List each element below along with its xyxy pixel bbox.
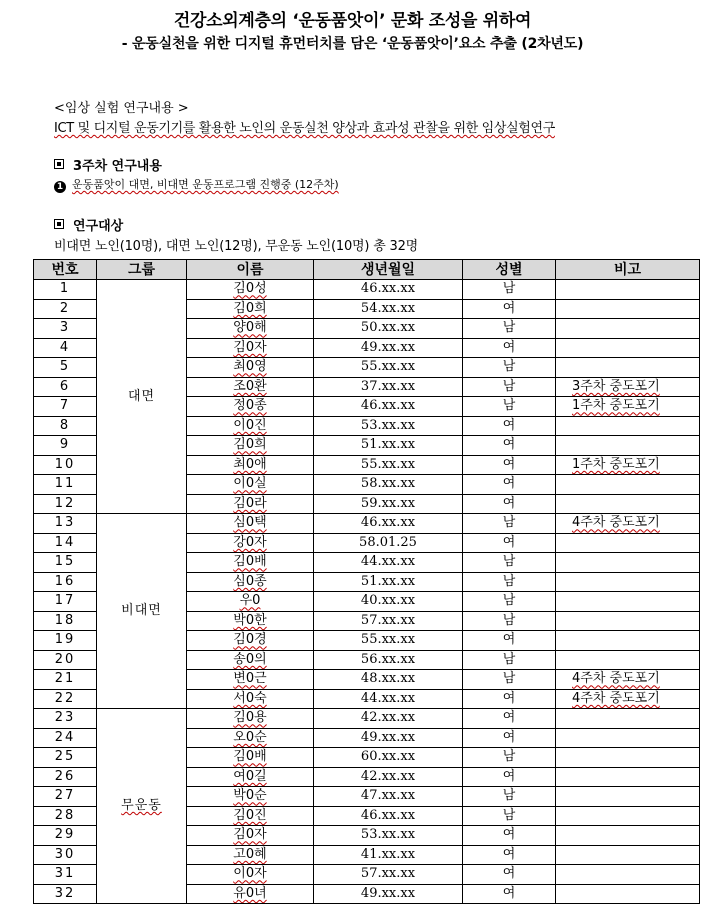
cell-note — [556, 475, 700, 495]
cell-sex: 여 — [463, 865, 556, 885]
name-text: 김0자 — [233, 339, 267, 355]
cell-note — [556, 650, 700, 670]
cell-name — [187, 884, 314, 904]
cell-number: 22 — [34, 689, 97, 709]
cell-name — [187, 767, 314, 787]
cell-note — [556, 787, 700, 807]
cell-birthdate: 40.xx.xx — [314, 592, 463, 612]
cell-sex: 남 — [463, 748, 556, 768]
cell-name — [187, 338, 314, 358]
cell-number: 28 — [34, 806, 97, 826]
name-text: 심0종 — [233, 573, 267, 589]
cell-note — [556, 280, 700, 300]
name-text: 김0라 — [233, 495, 267, 511]
cell-number: 29 — [34, 826, 97, 846]
name-text: 양0해 — [233, 320, 267, 336]
week-item — [54, 176, 339, 193]
cell-sex: 여 — [463, 767, 556, 787]
cell-note — [556, 377, 700, 397]
cell-birthdate: 42.xx.xx — [314, 767, 463, 787]
cell-note — [556, 748, 700, 768]
cell-sex: 남 — [463, 806, 556, 826]
cell-sex: 남 — [463, 650, 556, 670]
cell-sex: 남 — [463, 592, 556, 612]
cell-name — [187, 670, 314, 690]
cell-number: 24 — [34, 728, 97, 748]
cell-number: 26 — [34, 767, 97, 787]
cell-name — [187, 806, 314, 826]
cell-note — [556, 884, 700, 904]
document-subtitle: - 운동실천을 위한 디지털 휴먼터치를 담은 ‘운동품앗이’요소 추출 (2차년도) — [121, 36, 584, 52]
cell-name — [187, 689, 314, 709]
cell-note — [556, 826, 700, 846]
cell-number: 5 — [34, 358, 97, 378]
cell-number: 17 — [34, 592, 97, 612]
cell-birthdate: 46.xx.xx — [314, 806, 463, 826]
name-text: 이0실 — [233, 476, 267, 492]
note-text: 1주차 중도포기 — [572, 398, 660, 414]
cell-name — [187, 553, 314, 573]
cell-sex: 여 — [463, 709, 556, 729]
name-text: 김0자 — [233, 827, 267, 843]
cell-birthdate: 55.xx.xx — [314, 455, 463, 475]
cell-sex: 여 — [463, 845, 556, 865]
cell-group: 비대면 — [97, 514, 187, 709]
header-birthdate: 생년월일 — [314, 260, 463, 280]
cell-birthdate: 53.xx.xx — [314, 416, 463, 436]
name-text: 강0자 — [233, 534, 267, 550]
subject-heading-text: 연구대상 — [73, 219, 124, 234]
subject-section-heading — [54, 215, 123, 234]
square-bullet-icon — [54, 219, 64, 229]
week-heading-text: 3주차 연구내용 — [73, 159, 162, 174]
name-text: 김0배 — [233, 554, 267, 570]
cell-name — [187, 377, 314, 397]
cell-birthdate: 44.xx.xx — [314, 689, 463, 709]
table-body — [34, 280, 700, 904]
cell-birthdate: 42.xx.xx — [314, 709, 463, 729]
cell-note — [556, 631, 700, 651]
cell-group: 무운동 — [97, 709, 187, 904]
cell-note — [556, 670, 700, 690]
name-text: 고0혜 — [233, 846, 267, 862]
cell-name — [187, 358, 314, 378]
cell-sex: 여 — [463, 728, 556, 748]
note-text: 4주차 중도포기 — [572, 515, 660, 531]
cell-number: 27 — [34, 787, 97, 807]
cell-name — [187, 611, 314, 631]
cell-number: 13 — [34, 514, 97, 534]
cell-sex: 남 — [463, 280, 556, 300]
name-text: 이0자 — [233, 866, 267, 882]
cell-sex: 남 — [463, 397, 556, 417]
cell-note — [556, 299, 700, 319]
cell-sex: 여 — [463, 826, 556, 846]
name-text: 송0의 — [233, 651, 267, 667]
cell-number: 19 — [34, 631, 97, 651]
name-text: 김0진 — [233, 807, 267, 823]
cell-name — [187, 397, 314, 417]
cell-name — [187, 299, 314, 319]
cell-birthdate: 41.xx.xx — [314, 845, 463, 865]
table-row — [34, 709, 700, 729]
cell-sex: 여 — [463, 631, 556, 651]
cell-birthdate: 51.xx.xx — [314, 436, 463, 456]
cell-name — [187, 865, 314, 885]
cell-number: 10 — [34, 455, 97, 475]
cell-number: 7 — [34, 397, 97, 417]
cell-number: 14 — [34, 533, 97, 553]
name-text: 김0성 — [233, 281, 267, 297]
cell-sex: 여 — [463, 475, 556, 495]
name-text: 심0택 — [233, 515, 267, 531]
cell-name — [187, 650, 314, 670]
cell-note — [556, 436, 700, 456]
cell-birthdate: 58.xx.xx — [314, 475, 463, 495]
cell-birthdate: 51.xx.xx — [314, 572, 463, 592]
cell-note — [556, 553, 700, 573]
cell-note — [556, 397, 700, 417]
header-note: 비고 — [556, 260, 700, 280]
cell-number: 31 — [34, 865, 97, 885]
cell-note — [556, 767, 700, 787]
name-text: 조0환 — [233, 378, 267, 394]
cell-note — [556, 533, 700, 553]
cell-note — [556, 689, 700, 709]
cell-birthdate: 60.xx.xx — [314, 748, 463, 768]
name-text: 김0희 — [233, 300, 267, 316]
name-text: 변0근 — [233, 671, 267, 687]
cell-name — [187, 728, 314, 748]
cell-number: 21 — [34, 670, 97, 690]
cell-name — [187, 416, 314, 436]
name-text: 오0순 — [233, 729, 267, 745]
cell-name — [187, 455, 314, 475]
cell-name — [187, 631, 314, 651]
square-bullet-icon — [54, 159, 64, 169]
header-number: 번호 — [34, 260, 97, 280]
cell-note — [556, 845, 700, 865]
cell-sex: 남 — [463, 553, 556, 573]
table-header-row — [34, 260, 700, 280]
document-title: 건강소외계층의 ‘운동품앗이’ 문화 조성을 위하여 — [173, 11, 532, 31]
cell-number: 15 — [34, 553, 97, 573]
cell-birthdate: 46.xx.xx — [314, 397, 463, 417]
cell-name — [187, 709, 314, 729]
cell-note — [556, 494, 700, 514]
name-text: 김0경 — [233, 632, 267, 648]
cell-sex: 남 — [463, 514, 556, 534]
cell-number: 4 — [34, 338, 97, 358]
table-row — [34, 280, 700, 300]
header-group: 그룹 — [97, 260, 187, 280]
name-text: 김0희 — [233, 437, 267, 453]
cell-note — [556, 514, 700, 534]
cell-sex: 여 — [463, 299, 556, 319]
cell-sex: 여 — [463, 455, 556, 475]
cell-name — [187, 533, 314, 553]
cell-number: 25 — [34, 748, 97, 768]
cell-number: 18 — [34, 611, 97, 631]
cell-number: 20 — [34, 650, 97, 670]
cell-sex: 여 — [463, 338, 556, 358]
cell-birthdate: 53.xx.xx — [314, 826, 463, 846]
name-text: 정0종 — [233, 398, 267, 414]
cell-name — [187, 826, 314, 846]
cell-group: 대면 — [97, 280, 187, 514]
header-name: 이름 — [187, 260, 314, 280]
cell-birthdate: 46.xx.xx — [314, 280, 463, 300]
cell-sex: 남 — [463, 358, 556, 378]
name-text: 유0녀 — [233, 885, 267, 901]
week-item-text: 운동품앗이 대면, 비대면 운동프로그램 진행중 (12주차) — [72, 178, 339, 191]
cell-sex: 남 — [463, 377, 556, 397]
cell-sex: 남 — [463, 572, 556, 592]
cell-number: 8 — [34, 416, 97, 436]
cell-sex: 남 — [463, 670, 556, 690]
cell-birthdate: 58.01.25 — [314, 533, 463, 553]
cell-note — [556, 611, 700, 631]
participant-table — [33, 259, 700, 904]
header-sex: 성별 — [463, 260, 556, 280]
cell-birthdate: 57.xx.xx — [314, 611, 463, 631]
cell-number: 16 — [34, 572, 97, 592]
clinical-description: ICT 및 디지털 운동기기를 활용한 노인의 운동실천 양상과 효과성 관찰을 위한 임상실험연구 — [54, 121, 555, 136]
cell-sex: 남 — [463, 611, 556, 631]
cell-birthdate: 54.xx.xx — [314, 299, 463, 319]
cell-number: 9 — [34, 436, 97, 456]
name-text: 김0용 — [233, 710, 267, 726]
cell-birthdate: 44.xx.xx — [314, 553, 463, 573]
cell-number: 12 — [34, 494, 97, 514]
cell-birthdate: 46.xx.xx — [314, 514, 463, 534]
cell-number: 30 — [34, 845, 97, 865]
cell-number: 11 — [34, 475, 97, 495]
name-text: 김0배 — [233, 749, 267, 765]
cell-sex: 여 — [463, 436, 556, 456]
cell-name — [187, 787, 314, 807]
cell-birthdate: 37.xx.xx — [314, 377, 463, 397]
note-text: 1주차 중도포기 — [572, 456, 660, 472]
cell-birthdate: 49.xx.xx — [314, 728, 463, 748]
name-text: 박0한 — [233, 612, 267, 628]
cell-note — [556, 358, 700, 378]
cell-sex: 여 — [463, 689, 556, 709]
cell-name — [187, 592, 314, 612]
cell-birthdate: 55.xx.xx — [314, 358, 463, 378]
cell-number: 32 — [34, 884, 97, 904]
name-text: 우0 — [239, 593, 261, 609]
table-row — [34, 514, 700, 534]
cell-note — [556, 709, 700, 729]
cell-birthdate: 56.xx.xx — [314, 650, 463, 670]
note-text: 3주차 중도포기 — [572, 378, 660, 394]
cell-number: 2 — [34, 299, 97, 319]
cell-name — [187, 845, 314, 865]
cell-number: 3 — [34, 319, 97, 339]
cell-birthdate: 49.xx.xx — [314, 884, 463, 904]
cell-name — [187, 280, 314, 300]
cell-name — [187, 748, 314, 768]
cell-name — [187, 514, 314, 534]
cell-note — [556, 728, 700, 748]
note-text: 4주차 중도포기 — [572, 671, 660, 687]
cell-name — [187, 494, 314, 514]
cell-sex: 남 — [463, 787, 556, 807]
cell-birthdate: 57.xx.xx — [314, 865, 463, 885]
cell-name — [187, 475, 314, 495]
cell-sex: 남 — [463, 319, 556, 339]
name-text: 여0길 — [233, 768, 267, 784]
cell-sex: 여 — [463, 416, 556, 436]
cell-name — [187, 572, 314, 592]
cell-note — [556, 319, 700, 339]
cell-note — [556, 572, 700, 592]
cell-sex: 여 — [463, 533, 556, 553]
cell-name — [187, 319, 314, 339]
cell-birthdate: 59.xx.xx — [314, 494, 463, 514]
name-text: 이0진 — [233, 417, 267, 433]
cell-number: 23 — [34, 709, 97, 729]
cell-note — [556, 338, 700, 358]
name-text: 최0영 — [233, 359, 267, 375]
cell-note — [556, 865, 700, 885]
cell-note — [556, 455, 700, 475]
cell-birthdate: 55.xx.xx — [314, 631, 463, 651]
subject-description: 비대면 노인(10명), 대면 노인(12명), 무운동 노인(10명) 총 32명 — [54, 239, 418, 254]
cell-number: 6 — [34, 377, 97, 397]
cell-number: 1 — [34, 280, 97, 300]
cell-name — [187, 436, 314, 456]
name-text: 최0애 — [233, 456, 267, 472]
name-text: 서0숙 — [233, 690, 267, 706]
cell-note — [556, 416, 700, 436]
cell-birthdate: 48.xx.xx — [314, 670, 463, 690]
clinical-heading: <임상 실험 연구내용 > — [54, 101, 189, 116]
note-text: 4주차 중도포기 — [572, 690, 660, 706]
name-text: 박0순 — [233, 788, 267, 804]
cell-sex: 여 — [463, 494, 556, 514]
cell-note — [556, 592, 700, 612]
week-section-heading — [54, 155, 162, 174]
numbered-bullet-icon: 1 — [54, 181, 66, 193]
cell-birthdate: 47.xx.xx — [314, 787, 463, 807]
cell-birthdate: 50.xx.xx — [314, 319, 463, 339]
cell-sex: 여 — [463, 884, 556, 904]
cell-birthdate: 49.xx.xx — [314, 338, 463, 358]
cell-note — [556, 806, 700, 826]
